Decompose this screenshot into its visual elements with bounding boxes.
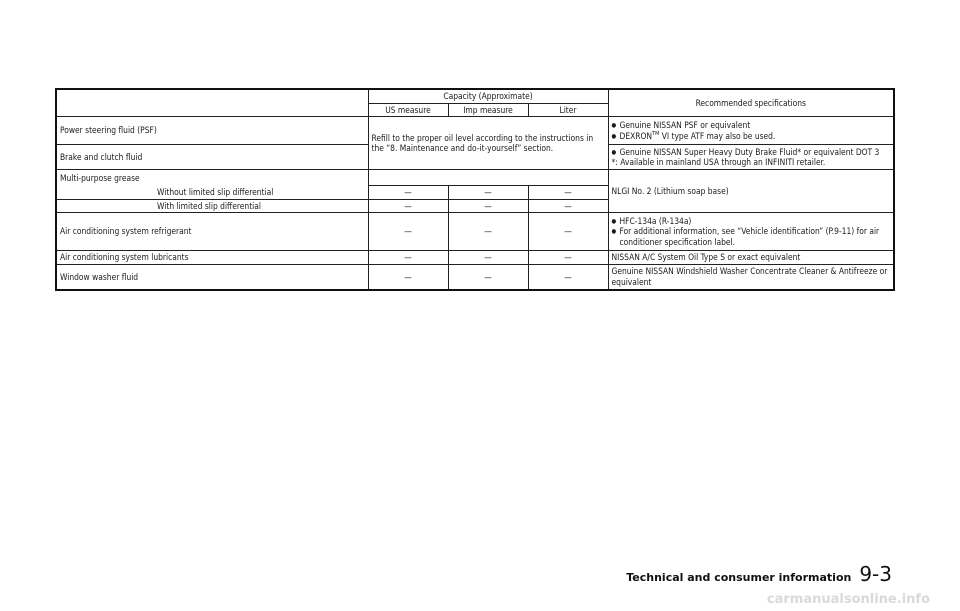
header-us-measure: US measure xyxy=(368,103,448,117)
table-row-power-steering-fluid xyxy=(56,117,894,145)
page-number: 9-3 xyxy=(859,562,892,586)
us-value: — xyxy=(368,199,448,213)
header-row-capacity xyxy=(56,89,894,103)
list-item: ● DEXRON™ VI type ATF may also be used. xyxy=(612,131,891,142)
imp-value: — xyxy=(448,213,528,251)
header-recommended-specifications: Recommended specifications xyxy=(608,89,894,117)
liter-value: — xyxy=(528,199,608,213)
imp-value: — xyxy=(448,264,528,290)
liter-value: — xyxy=(528,251,608,265)
liter-value: — xyxy=(528,186,608,200)
table-row-ac-refrigerant xyxy=(56,213,894,251)
header-capacity: Capacity (Approximate) xyxy=(368,89,608,103)
header-imp-measure: Imp measure xyxy=(448,103,528,117)
header-liter: Liter xyxy=(528,103,608,117)
row-label: Multi-purpose grease xyxy=(56,170,368,186)
spec-brake-clutch-fluid xyxy=(608,145,894,170)
liter-value: — xyxy=(528,264,608,290)
section-title: Technical and consumer information xyxy=(626,571,852,584)
refill-instructions-cell: Refill to the proper oil level according to the instructions in the “8. Maintenance and do-it-yourself” section. xyxy=(368,117,608,170)
us-value: — xyxy=(368,186,448,200)
row-label: Without limited slip differential xyxy=(56,186,368,200)
row-label: Brake and clutch fluid xyxy=(56,145,368,170)
page-footer xyxy=(626,562,892,586)
brake-footnote: *: Available in mainland USA through an INFINITI retailer. xyxy=(611,157,826,167)
us-value: — xyxy=(368,264,448,290)
imp-value: — xyxy=(448,251,528,265)
list-item: ● Genuine NISSAN Super Heavy Duty Brake Fluid* or equivalent DOT 3 xyxy=(612,147,891,158)
spec-ac-lubricants: NISSAN A/C System Oil Type S or exact equivalent xyxy=(608,251,894,265)
row-label: With limited slip differential xyxy=(56,199,368,213)
list-item: ● Genuine NISSAN PSF or equivalent xyxy=(612,120,891,131)
row-label: Window washer fluid xyxy=(56,264,368,290)
table-row-multi-purpose-grease xyxy=(56,170,894,186)
spec-grease: NLGI No. 2 (Lithium soap base) xyxy=(608,170,894,213)
row-label: Air conditioning system lubricants xyxy=(56,251,368,265)
fluid-specifications-table xyxy=(55,88,895,291)
spec-window-washer-fluid: Genuine NISSAN Windshield Washer Concentrate Cleaner & Antifreeze or equivalent xyxy=(608,264,894,290)
spec-power-steering-fluid xyxy=(608,117,894,145)
imp-value: — xyxy=(448,186,528,200)
list-item: ● HFC-134a (R-134a) xyxy=(612,216,891,227)
list-item: ● For additional information, see “Vehicle identification” (P.9-11) for air conditioner specification label. xyxy=(612,226,891,247)
us-value: — xyxy=(368,251,448,265)
table-row-ac-lubricants xyxy=(56,251,894,265)
watermark-logo: carmanualsonline.info xyxy=(766,592,930,607)
row-label: Power steering fluid (PSF) xyxy=(56,117,368,145)
imp-value: — xyxy=(448,199,528,213)
us-value: — xyxy=(368,213,448,251)
table-row-window-washer-fluid xyxy=(56,264,894,290)
trademark-sup: TM xyxy=(652,130,660,137)
header-blank-cell xyxy=(56,89,368,117)
blank-cell xyxy=(368,170,608,186)
spec-ac-refrigerant xyxy=(608,213,894,251)
row-label: Air conditioning system refrigerant xyxy=(56,213,368,251)
liter-value: — xyxy=(528,213,608,251)
